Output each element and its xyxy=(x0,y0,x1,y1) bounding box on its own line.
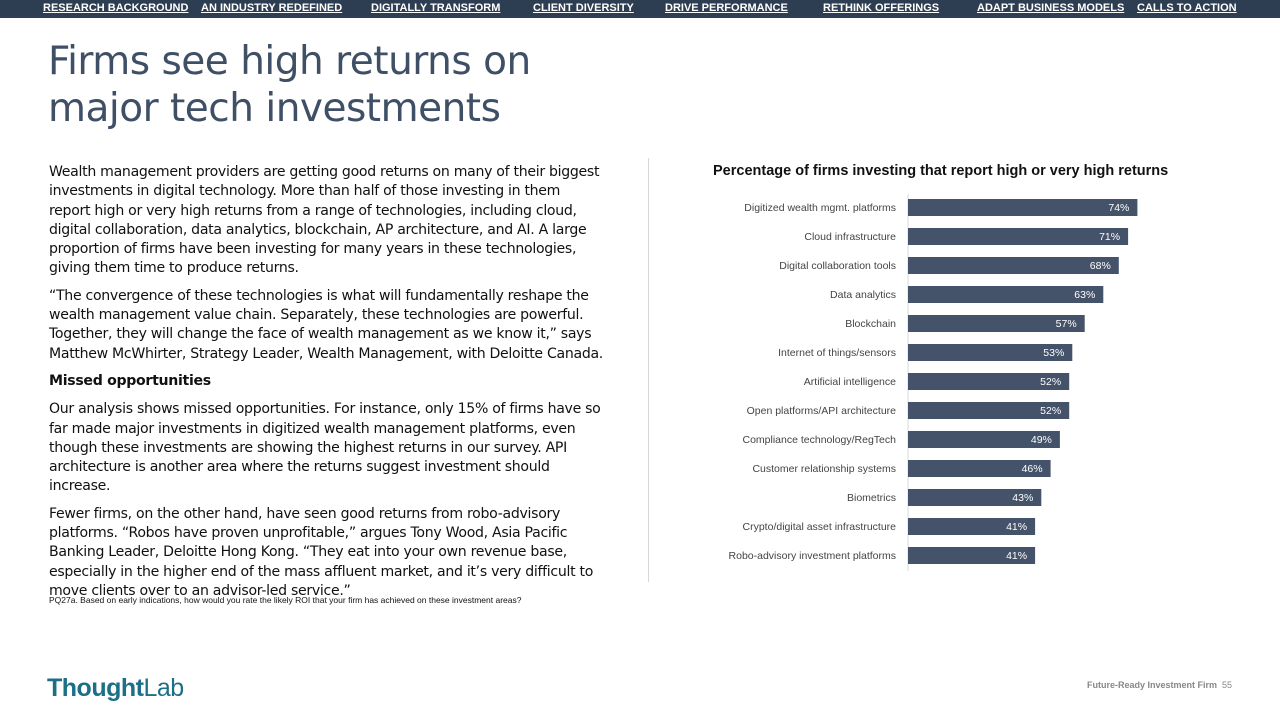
body-paragraph-4: Fewer firms, on the other hand, have seen good returns from robo-advisory platforms. “Robos have proven unprofitable,” argues Tony Wood, Asia Pacific Banking Leader, Deloitte Hong Kong. “They eat into your own revenue base, especially in the higher end of the mass affluent market, and it’s very difficult to move clients over to an advisor-led service.” xyxy=(49,505,594,599)
logo-part-1: Thought xyxy=(47,674,144,702)
bar-chart xyxy=(700,190,1170,575)
logo-part-2: Lab xyxy=(143,674,184,702)
chart-category-label: Data analytics xyxy=(830,289,896,301)
chart-category-label: Crypto/digital asset infrastructure xyxy=(742,521,896,533)
nav-research-background[interactable]: RESEARCH BACKGROUND xyxy=(43,2,189,14)
chart-value-label: 68% xyxy=(1089,260,1111,272)
nav-digitally-transform[interactable]: DIGITALLY TRANSFORM xyxy=(371,2,501,14)
footnote: PQ27a. Based on early indications, how would you rate the likely ROI that your firm has achieved on these investment areas? xyxy=(49,595,522,605)
nav-rethink-offerings[interactable]: RETHINK OFFERINGS xyxy=(823,2,940,14)
chart-category-label: Blockchain xyxy=(845,318,896,330)
page-footer xyxy=(1087,680,1232,690)
nav-calls-to-action[interactable]: CALLS TO ACTION xyxy=(1137,2,1237,14)
section-subheading: Missed opportunities xyxy=(49,372,211,389)
thoughtlab-logo xyxy=(47,674,184,703)
chart-category-label: Digital collaboration tools xyxy=(779,260,896,272)
nav-drive-performance[interactable]: DRIVE PERFORMANCE xyxy=(665,2,788,14)
page-title xyxy=(48,38,608,132)
chart-category-label: Digitized wealth mgmt. platforms xyxy=(744,202,896,214)
chart-value-label: 43% xyxy=(1012,492,1034,504)
chart-bar xyxy=(908,199,1137,216)
chart-bar xyxy=(908,257,1119,274)
chart-category-label: Artificial intelligence xyxy=(803,376,896,388)
chart-value-label: 52% xyxy=(1040,376,1062,388)
page-title-line-2: major tech investments xyxy=(48,86,501,131)
chart-category-label: Cloud infrastructure xyxy=(804,231,896,243)
chart-value-label: 74% xyxy=(1108,202,1130,214)
column-divider xyxy=(648,158,649,582)
nav-an-industry-redefined[interactable]: AN INDUSTRY REDEFINED xyxy=(201,2,343,14)
body-paragraph-1: Wealth management providers are getting good returns on many of their biggest investments in digital technology. More than half of those investing in them report high or very high returns from a range of technologies, including cloud, digital collaboration, data analytics, blockchain, AP architecture, and AI. A large proportion of firms have been investing for many years in these technologies, giving them time to produce returns. xyxy=(49,164,600,277)
chart-value-label: 71% xyxy=(1099,231,1121,243)
page-number: 55 xyxy=(1221,680,1232,690)
chart-value-label: 52% xyxy=(1040,405,1062,417)
chart-category-label: Open platforms/API architecture xyxy=(746,405,896,417)
nav-adapt-business-models[interactable]: ADAPT BUSINESS MODELS xyxy=(977,2,1125,14)
chart-value-label: 41% xyxy=(1006,550,1028,562)
chart-value-label: 63% xyxy=(1074,289,1096,301)
chart-value-label: 41% xyxy=(1006,521,1028,533)
chart-value-label: 49% xyxy=(1030,434,1052,446)
page-title-line-1: Firms see high returns on xyxy=(48,39,531,84)
chart-value-label: 53% xyxy=(1043,347,1065,359)
chart-value-label: 46% xyxy=(1021,463,1043,475)
chart-category-label: Customer relationship systems xyxy=(752,463,896,475)
chart-category-label: Internet of things/sensors xyxy=(778,347,896,359)
body-paragraph-3: Our analysis shows missed opportunities. For instance, only 15% of firms have so far made major investments in digitized wealth management platforms, even though these investments are showing the highest returns in our survey. API architecture is another area where the returns suggest investment should increase. xyxy=(49,401,601,495)
footer-document-title: Future-Ready Investment Firm xyxy=(1086,680,1217,690)
chart-category-label: Biometrics xyxy=(846,492,896,504)
chart-value-label: 57% xyxy=(1055,318,1077,330)
chart-bar xyxy=(908,228,1128,245)
chart-category-label: Compliance technology/RegTech xyxy=(742,434,896,446)
chart-category-label: Robo-advisory investment platforms xyxy=(728,550,896,562)
body-text xyxy=(49,163,605,609)
body-paragraph-2: “The convergence of these technologies is what will fundamentally reshape the wealth management value chain. Separately, these technologies are powerful. Together, they will change the face of wealth management as we know it,” says Matthew McWhirter, Strategy Leader, Wealth Management, with Deloitte Canada. xyxy=(49,287,603,362)
nav-client-diversity[interactable]: CLIENT DIVERSITY xyxy=(533,2,634,14)
chart-title: Percentage of firms investing that report high or very high returns xyxy=(713,163,1169,179)
top-navigation xyxy=(0,0,1280,18)
